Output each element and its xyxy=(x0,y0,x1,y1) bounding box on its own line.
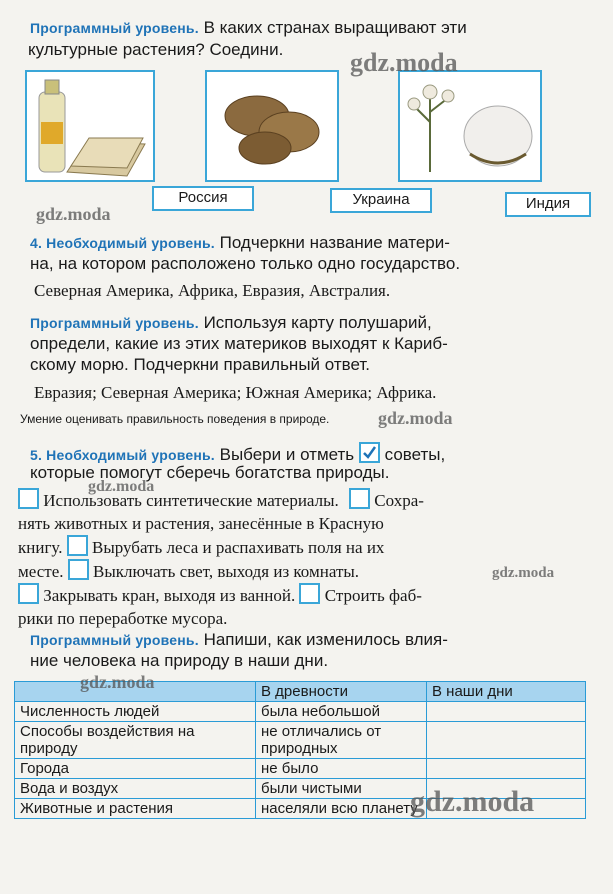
cotton-image xyxy=(398,70,542,182)
answer-cell[interactable] xyxy=(427,722,586,759)
task5-line2: которые помогут сберечь богатства природы. xyxy=(30,463,390,482)
task-table-line1: Программный уровень. Напиши, как изменилось влия- xyxy=(30,630,448,649)
table-row: Города не было xyxy=(15,759,586,779)
option-checkbox[interactable] xyxy=(68,559,89,580)
watermark: gdz.moda xyxy=(36,204,111,224)
table-header: В наши дни xyxy=(427,682,586,702)
watermark: gdz.moda xyxy=(80,672,155,692)
task5-options: Использовать синтетические материалы. Сохра- нять животных и растения, занесённые в Красную книгу. Вырубать леса и распахивать поля на их месте. Выключать свет, выходя из комнаты. Закрывать кран, выходя из ванной. Строить фаб- рики по переработке мусора. xyxy=(18,488,608,630)
task-top-line2: культурные растения? Соедини. xyxy=(28,40,284,59)
table-row: Численность людей была небольшой xyxy=(15,702,586,722)
watermark: gdz.moda xyxy=(410,785,535,818)
option-checkbox[interactable] xyxy=(349,488,370,509)
level-label: 4. Необходимый уровень. xyxy=(30,235,215,251)
level-label: 5. Необходимый уровень. xyxy=(30,447,215,463)
level-label: Программный уровень. xyxy=(30,20,199,36)
task-caribbean-line1: Программный уровень. Используя карту полушарий, xyxy=(30,313,432,332)
option-checkbox[interactable] xyxy=(18,583,39,604)
table-row: Вода и воздух были чистыми xyxy=(15,779,586,799)
country-label: Украина xyxy=(330,188,432,213)
level-label: Программный уровень. xyxy=(30,315,199,331)
country-label: Индия xyxy=(505,192,591,217)
option-checkbox[interactable] xyxy=(18,488,39,509)
level-label: Программный уровень. xyxy=(30,632,199,648)
task4-answer: Северная Америка, Африка, Евразия, Австралия. xyxy=(34,281,391,300)
task5-line1: 5. Необходимый уровень. Выбери и отметь советы, xyxy=(30,442,610,465)
table-header: В древности xyxy=(256,682,427,702)
task-table-line2: ние человека на природу в наши дни. xyxy=(30,651,329,670)
watermark: gdz.moda xyxy=(350,48,458,77)
country-label: Россия xyxy=(152,186,254,211)
skill-line: Умение оценивать правильность поведения в природе. xyxy=(20,412,330,426)
option-checkbox[interactable] xyxy=(299,583,320,604)
task-caribbean-line3: скому морю. Подчеркни правильный ответ. xyxy=(30,355,370,374)
watermark: gdz.moda xyxy=(492,565,555,581)
checkmark-icon xyxy=(359,442,380,463)
task-caribbean-answer: Евразия; Северная Америка; Южная Америка; Африка. xyxy=(34,383,437,402)
sunflower-oil-bread-image xyxy=(25,70,155,182)
table-row: Способы воздействия на природу не отличались от природных xyxy=(15,722,586,759)
option-checkbox[interactable] xyxy=(67,535,88,556)
watermark: gdz.moda xyxy=(88,478,155,495)
task-top-line1: Программный уровень. В каких странах выращивают эти xyxy=(30,18,467,37)
answer-cell[interactable] xyxy=(427,702,586,722)
table-row: Животные и растения населяли всю планету xyxy=(15,799,586,819)
answer-cell[interactable] xyxy=(427,759,586,779)
potatoes-image xyxy=(205,70,339,182)
task4-line2: на, на котором расположено только одно государство. xyxy=(30,254,461,273)
task-caribbean-line2: определи, какие из этих материков выходят к Кариб- xyxy=(30,334,448,353)
task4-line1: 4. Необходимый уровень. Подчеркни название матери- xyxy=(30,233,450,252)
watermark: gdz.moda xyxy=(378,408,453,428)
